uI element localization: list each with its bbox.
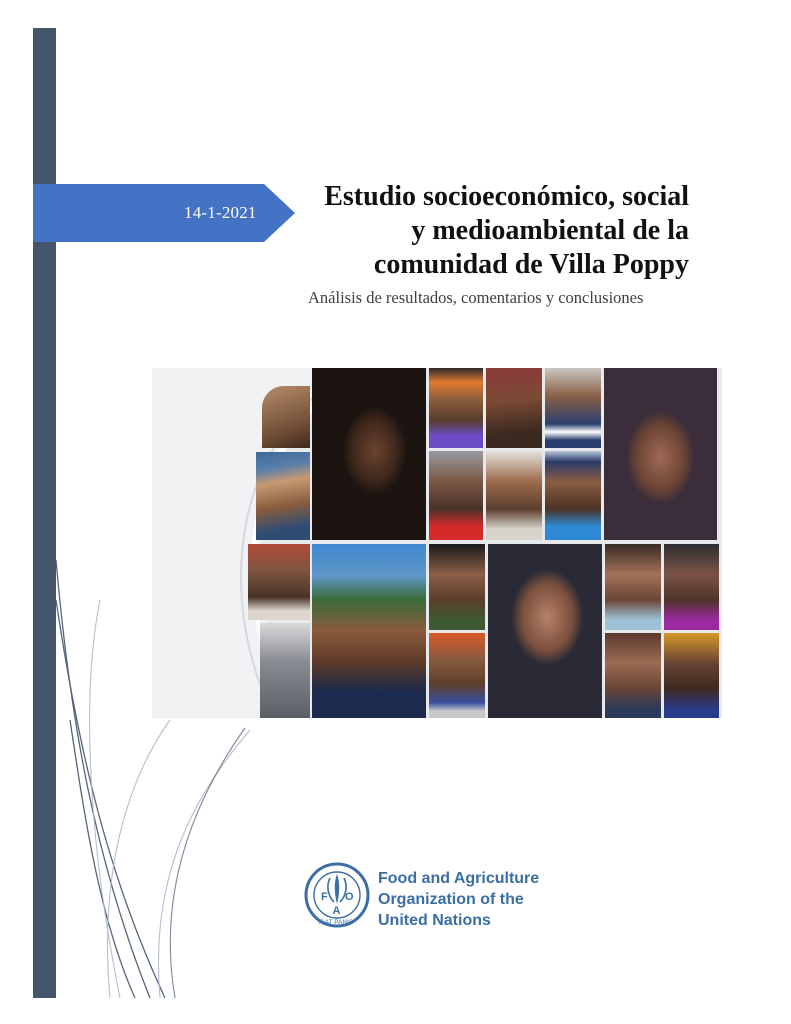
seal-letter: O bbox=[345, 891, 354, 903]
title-line: Estudio socioeconómico, social bbox=[324, 181, 689, 212]
portrait-photo bbox=[488, 544, 602, 718]
portrait-photo bbox=[664, 544, 719, 630]
cover-title bbox=[324, 180, 689, 282]
fao-logo-icon bbox=[304, 862, 370, 928]
portrait-photo bbox=[545, 368, 601, 448]
portrait-photo bbox=[664, 633, 719, 718]
title-line: y medioambiental de la bbox=[411, 215, 689, 246]
portrait-photo bbox=[605, 544, 661, 630]
portrait-photo bbox=[429, 544, 485, 630]
portrait-photo bbox=[486, 451, 542, 540]
portrait-photo bbox=[256, 452, 310, 540]
portrait-photo bbox=[604, 368, 717, 540]
fao-name-line: Organization of the bbox=[378, 891, 524, 908]
portrait-photo bbox=[429, 451, 483, 540]
portrait-photo bbox=[312, 368, 426, 540]
portrait-collage bbox=[152, 368, 722, 718]
cover-subtitle: Análisis de resultados, comentarios y conclusiones bbox=[308, 288, 644, 307]
fao-organization-name bbox=[378, 868, 539, 931]
fao-name-line: Food and Agriculture bbox=[378, 870, 540, 887]
seal-letter: F bbox=[321, 891, 328, 903]
portrait-photo bbox=[260, 623, 310, 718]
portrait-photo bbox=[262, 386, 310, 448]
seal-letter: A bbox=[332, 905, 341, 917]
portrait-photo bbox=[429, 633, 485, 718]
portrait-photo bbox=[605, 633, 661, 718]
portrait-photo bbox=[486, 368, 542, 448]
seal-motto: FIAT PANIS bbox=[319, 919, 354, 926]
fao-name-line: United Nations bbox=[378, 912, 491, 929]
cover-date: 14-1-2021 bbox=[184, 203, 257, 222]
portrait-photo bbox=[429, 368, 483, 448]
title-line: comunidad de Villa Poppy bbox=[373, 249, 689, 280]
portrait-photo bbox=[312, 544, 426, 718]
portrait-photo bbox=[545, 451, 601, 540]
portrait-photo bbox=[248, 544, 310, 620]
